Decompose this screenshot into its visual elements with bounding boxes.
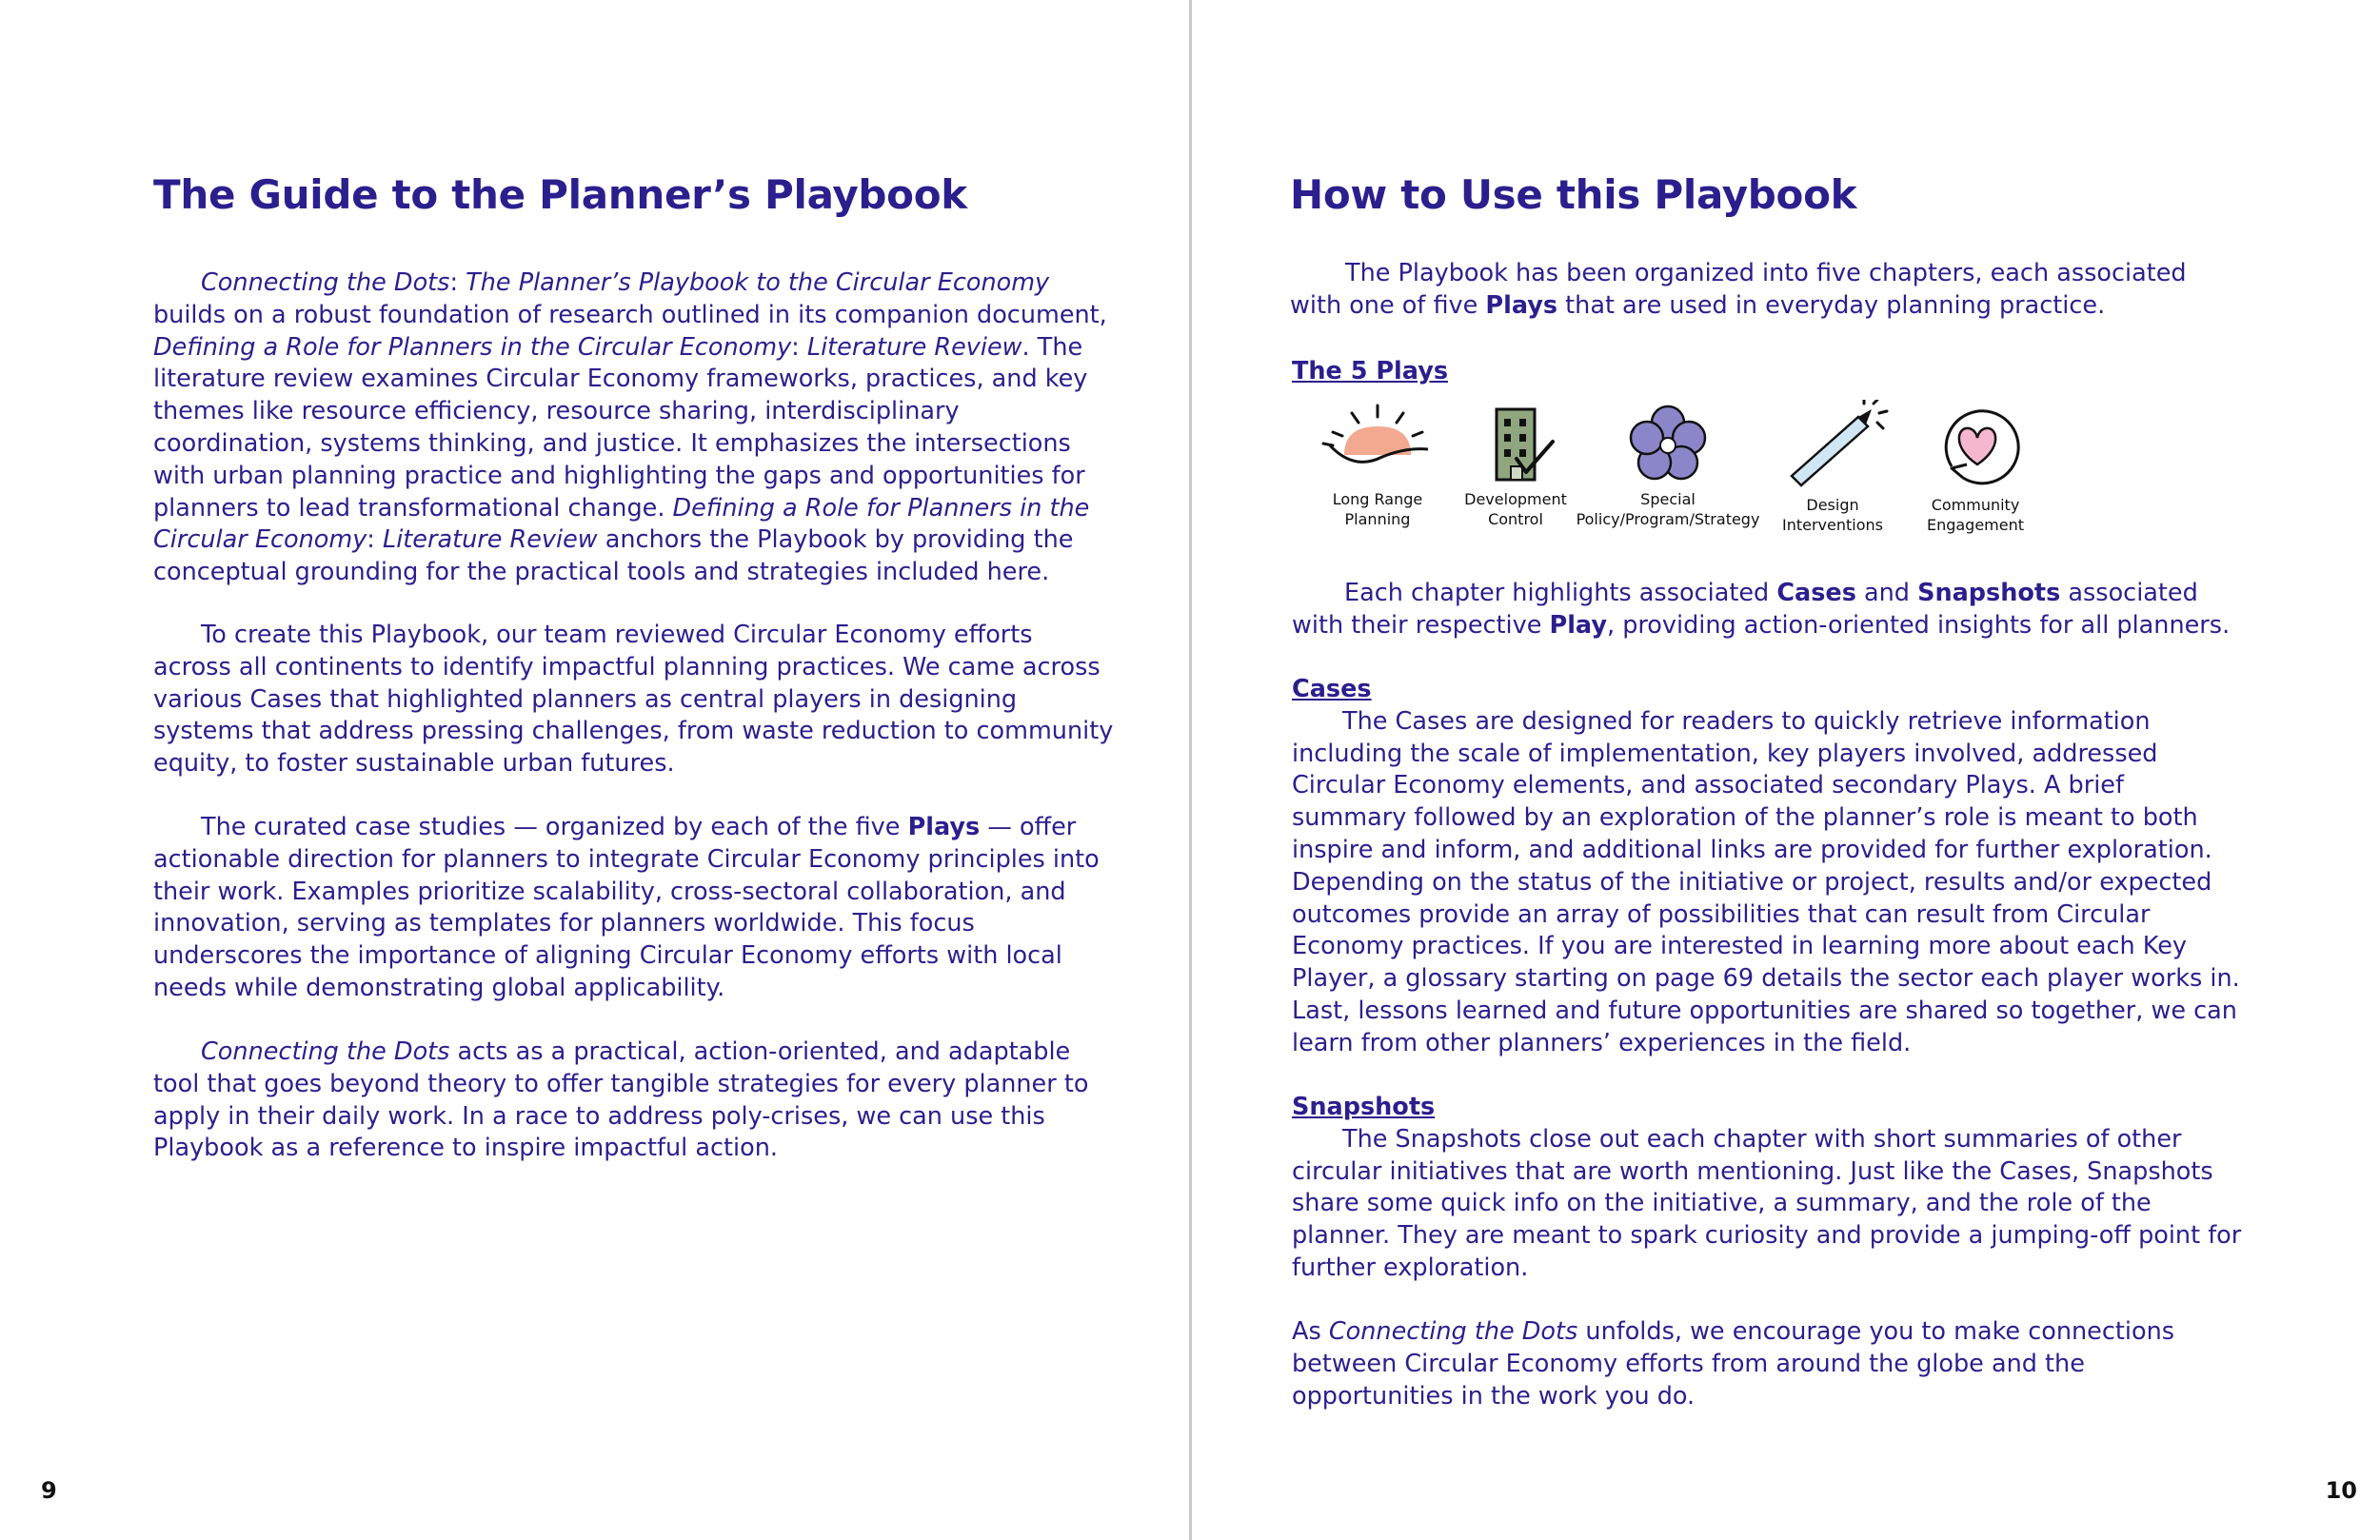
italic-text: Defining a Role for Planners in the Circular Economy bbox=[153, 493, 1090, 555]
text-run: associated with their respective bbox=[1292, 579, 2198, 640]
text-run: As bbox=[1292, 1317, 1329, 1346]
closing-paragraph bbox=[1292, 1316, 2244, 1412]
play-label: Development Control bbox=[1464, 490, 1567, 528]
conclusion-paragraph bbox=[153, 1037, 1115, 1165]
plays-icons-row bbox=[1282, 400, 2044, 543]
bold-text: Play bbox=[1549, 610, 1607, 640]
text-run: unfolds, we encourage you to make connections between Circular Economy efforts from around the globe and the opportunities in the work you do. bbox=[1292, 1317, 2175, 1411]
page-number: 10 bbox=[2325, 1477, 2357, 1504]
snapshots-paragraph bbox=[1292, 1124, 2244, 1285]
text-run: : bbox=[449, 268, 466, 297]
text-run: that are used in everyday planning practice. bbox=[1557, 290, 2106, 320]
text-run: The Snapshots close out each chapter with short summaries of other circular initiatives that are worth mentioning. Just like the Cases, Snapshots share some quick info on the initiative, a summary, and the role of the planner. They are meant to spark curiosity and provide a jumping-off point for further exploration. bbox=[1292, 1124, 2242, 1282]
bold-text: Snapshots bbox=[1917, 579, 2061, 607]
research-paragraph bbox=[153, 620, 1115, 780]
italic-text: Literature Review bbox=[806, 332, 1022, 362]
intro-paragraph bbox=[153, 267, 1115, 589]
text-run: builds on a robust foundation of research outlined in its companion document, bbox=[153, 300, 1107, 329]
chapters-highlight-paragraph bbox=[1292, 578, 2244, 642]
right-page bbox=[1192, 0, 2380, 1540]
cases-section bbox=[1292, 674, 2244, 1060]
text-run: To create this Playbook, our team reviewed Circular Economy efforts across all continents to identify impactful planning practices. We came across various Cases that highlighted planners as central players in designing systems that address pressing challenges, from waste reduction to community equity, to foster sustainable urban futures. bbox=[153, 621, 1114, 779]
text-run: acts as a practical, action-oriented, and adaptable tool that goes beyond theory to offer tangible strategies for every planner to apply in their daily work. In a race to address poly-crises, we can use this Playbook as a reference to inspire impactful action. bbox=[153, 1037, 1089, 1163]
snapshots-heading: Snapshots bbox=[1292, 1093, 1436, 1121]
text-run: and bbox=[1855, 579, 1918, 607]
text-run: The curated case studies — organized by each of the five bbox=[201, 813, 908, 841]
text-run: : bbox=[791, 332, 807, 362]
text-run: . The literature review examines Circular Economy frameworks, practices, and key themes like resource efficiency, resource sharing, interdisciplinary coordination, systems thinking, and justice. It emphasizes the intersections with urban planning practice and highlighting the gaps and opportunities for planners to lead transformational change. bbox=[153, 332, 1088, 523]
italic-text: Defining a Role for Planners in the Circular Economy bbox=[153, 332, 792, 362]
italic-text: Connecting the Dots bbox=[201, 1037, 450, 1066]
flower-icon bbox=[1606, 400, 1730, 485]
play-label: Special Policy/Program/Strategy bbox=[1576, 490, 1760, 528]
text-run: Each chapter highlights associated bbox=[1344, 579, 1777, 607]
play-label: Community Engagement bbox=[1926, 496, 2025, 534]
building-icon bbox=[1454, 400, 1577, 485]
bold-text: Cases bbox=[1776, 579, 1856, 607]
snapshots-section bbox=[1292, 1092, 2244, 1285]
italic-text: The Planner’s Playbook to the Circular Economy bbox=[466, 268, 1050, 297]
text-run: — offer actionable direction for planners to integrate Circular Economy principles into their work. Examples prioritize scalability, cross-sectoral collaboration, and innovation, serving as templates for planners worldwide. This focus underscores the importance of aligning Circular Economy efforts with local needs while demonstrating global applicability. bbox=[153, 813, 1100, 1002]
page-title: The Guide to the Planner’s Playbook bbox=[153, 171, 967, 218]
cases-paragraph bbox=[1292, 706, 2244, 1060]
italic-text: Literature Review bbox=[383, 525, 598, 555]
text-run: The Cases are designed for readers to quickly retrieve information including the scale of implementation, key players involved, addressed Circular Economy elements, and associated secondary Plays. A brief summary followed by an exploration of the planner’s role is meant to both inspire and inform, and additional links are provided for further exploration. Depending on the status of the initiative or project, results and/or expected outcomes provide an array of possibilities that can result from Circular Economy practices. If you are interested in learning more about each Key Player, a glossary starting on page 69 details the sector each player works in. Last, lessons learned and future opportunities are shared so together, we can learn from other planners’ experiences in the field. bbox=[1292, 706, 2240, 1057]
bold-text: Plays bbox=[1485, 290, 1558, 320]
text-run: , providing action-oriented insights for all planners. bbox=[1606, 610, 2231, 640]
cases-heading: Cases bbox=[1292, 675, 1372, 703]
page-number: 9 bbox=[41, 1477, 57, 1504]
italic-text: Connecting the Dots bbox=[201, 268, 450, 297]
case-studies-paragraph bbox=[153, 812, 1115, 1005]
play-community-engagement bbox=[1880, 400, 2071, 535]
plays-heading: The 5 Plays bbox=[1292, 357, 1448, 385]
page-title: How to Use this Playbook bbox=[1290, 171, 1857, 218]
play-label: Long Range Planning bbox=[1332, 490, 1423, 528]
heart-icon bbox=[1914, 400, 2037, 491]
chapters-paragraph bbox=[1290, 258, 2242, 323]
play-special-policy bbox=[1573, 400, 1763, 529]
text-run: The Playbook has been organized into five chapters, each associated with one of five bbox=[1290, 259, 2187, 320]
italic-text: Connecting the Dots bbox=[1328, 1317, 1578, 1346]
text-run: anchors the Playbook by providing the conceptual grounding for the practical tools and strategies included here. bbox=[153, 525, 1074, 587]
play-label: Design Interventions bbox=[1782, 496, 1883, 534]
pen-icon bbox=[1771, 400, 1894, 491]
text-run: : bbox=[367, 525, 383, 555]
bold-text: Plays bbox=[907, 813, 981, 841]
